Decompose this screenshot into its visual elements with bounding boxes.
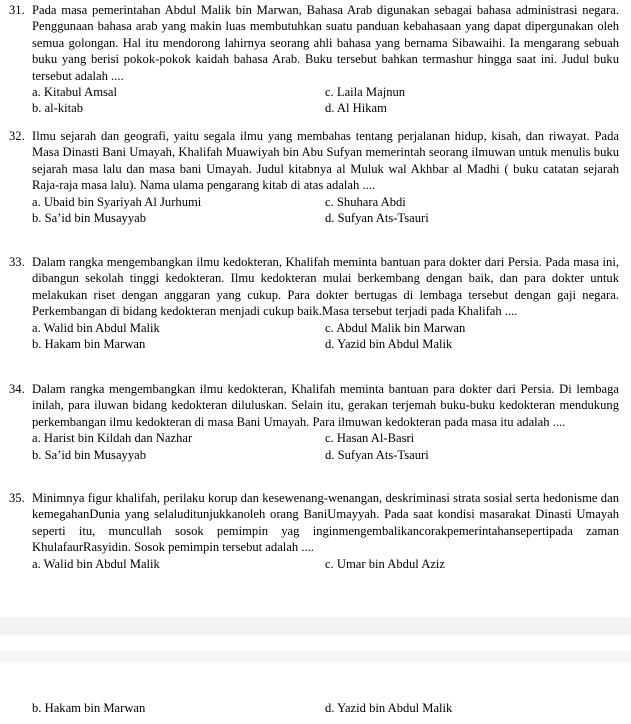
question-text: Dalam rangka mengembangkan ilmu kedokteran, Khalifah meminta bantuan para dokter dari Persia. Di lembaga inilah, para iluwan bidang kedokteran diluluskan. Selain itu, gerakan terjemah buku-buku kedokteran mendukung perkembangan ilmu kedokteran di masa Bani Umayah. Para ilmuwan kedokteran pada masa itu adalah ....	[32, 382, 619, 429]
page-break-band	[0, 651, 631, 663]
option-a[interactable]: a. Walid bin Abdul Malik	[32, 556, 160, 571]
options-grid	[32, 430, 619, 463]
option-b[interactable]: b. Sa’id bin Musayyab	[32, 211, 147, 226]
option-b[interactable]: b. Hakam bin Marwan	[32, 337, 146, 352]
question-text: Minimnya figur khalifah, perilaku korup dan kesewenang-wenangan, deskriminasi strata sosial serta hedonisme dan kemegahanDunia yang selaluditunjukkanoleh orang BaniUmayyah. Pada saat kondisi masarakat Dinasti Umayah seperti itu, muncullah sosok pemimpin yag inginmengembalikancorakpemerintahansepertipada zaman KhulafaurRasyidin. Sosok pemimpin tersebut adalah ....	[32, 491, 619, 555]
question-text: Pada masa pemerintahan Abdul Malik bin Marwan, Bahasa Arab digunakan sebagai bahasa administrasi negara. Penggunaan bahasa arab yang makin luas membutuhkan suatu panduan kebahasaan yang dapat dipergunakan oleh semua golongan. Hal itu mendorong lahirnya seorang ahli bahasa yang bernama Sibawaihi. Ia mengarang sebuah buku yang berisi pokok-pokok kaidah bahasa Arab. Buku tersebut bahkan termashur hingga saat ini. Judul buku tersebut adalah ....	[32, 3, 619, 83]
option-d[interactable]: d. Sufyan Ats-Tsauri	[325, 447, 429, 462]
option-b[interactable]: b. al-kitab	[32, 101, 84, 116]
question-number: 32.	[9, 129, 25, 143]
option-c[interactable]: c. Abdul Malik bin Marwan	[325, 320, 466, 335]
question-31	[9, 2, 619, 117]
options-grid	[32, 320, 619, 353]
question-text: Dalam rangka mengembangkan ilmu kedokteran, Khalifah meminta bantuan para dokter dari Persia. Pada masa ini, dibangun sekolah tinggi kedokteran. Ilmu kedokteran mulai berkembang dengan baik, dan para dokter untuk melakukan riset dengan anggaran yang cukup. Para dokter bertugas di lembaga tersebut dengan gaji negara. Perkembangan di bidang kedokteran menjadi cukup baik.Masa tersebut terjadi pada Khalifah ....	[32, 255, 619, 319]
options-grid	[32, 84, 619, 117]
option-b[interactable]: b. Hakam bin Marwan	[32, 701, 146, 715]
question-number: 31.	[9, 3, 25, 17]
page-break-band	[0, 617, 631, 635]
question-34	[9, 381, 619, 463]
option-a[interactable]: a. Ubaid bin Syariyah Al Jurhumi	[32, 194, 202, 209]
option-c[interactable]: c. Laila Majnun	[325, 85, 406, 100]
option-a[interactable]: a. Walid bin Abdul Malik	[32, 320, 160, 335]
option-d[interactable]: d. Yazid bin Abdul Malik	[325, 701, 453, 715]
page-break	[0, 603, 631, 695]
question-number: 34.	[9, 382, 25, 396]
question-text: Ilmu sejarah dan geografi, yaitu segala ilmu yang membahas tentang perjalanan hidup, kisah, dan riwayat. Pada Masa Dinasti Bani Umayah, Khalifah Muawiyah bin Abu Sufyan memerintah seorang ilmuwan untuk menulis buku sejarah masa lalu dan masa bani Umayah. Judul kitabnya al Muluk wal Akhbar al Madhi ( buku catatan sejarah Raja-raja masa lalu). Nama ulama pengarang kitab di atas adalah ....	[32, 129, 619, 193]
question-32	[9, 128, 619, 226]
question-35	[9, 490, 619, 572]
options-grid	[32, 556, 619, 572]
option-d[interactable]: d. Yazid bin Abdul Malik	[325, 337, 453, 352]
option-c[interactable]: c. Umar bin Abdul Aziz	[325, 556, 445, 571]
option-a[interactable]: a. Harist bin Kildah dan Nazhar	[32, 431, 193, 446]
question-33	[9, 254, 619, 352]
option-d[interactable]: d. Al Hikam	[325, 101, 387, 116]
option-a[interactable]: a. Kitabul Amsal	[32, 85, 117, 100]
continued-options	[9, 700, 619, 716]
option-c[interactable]: c. Shuhara Abdi	[325, 194, 406, 209]
question-number: 33.	[9, 255, 25, 269]
question-number: 35.	[9, 491, 25, 505]
options-grid	[32, 194, 619, 227]
option-c[interactable]: c. Hasan Al-Basri	[325, 431, 415, 446]
option-b[interactable]: b. Sa’id bin Musayyab	[32, 447, 147, 462]
option-d[interactable]: d. Sufyan Ats-Tsauri	[325, 211, 429, 226]
